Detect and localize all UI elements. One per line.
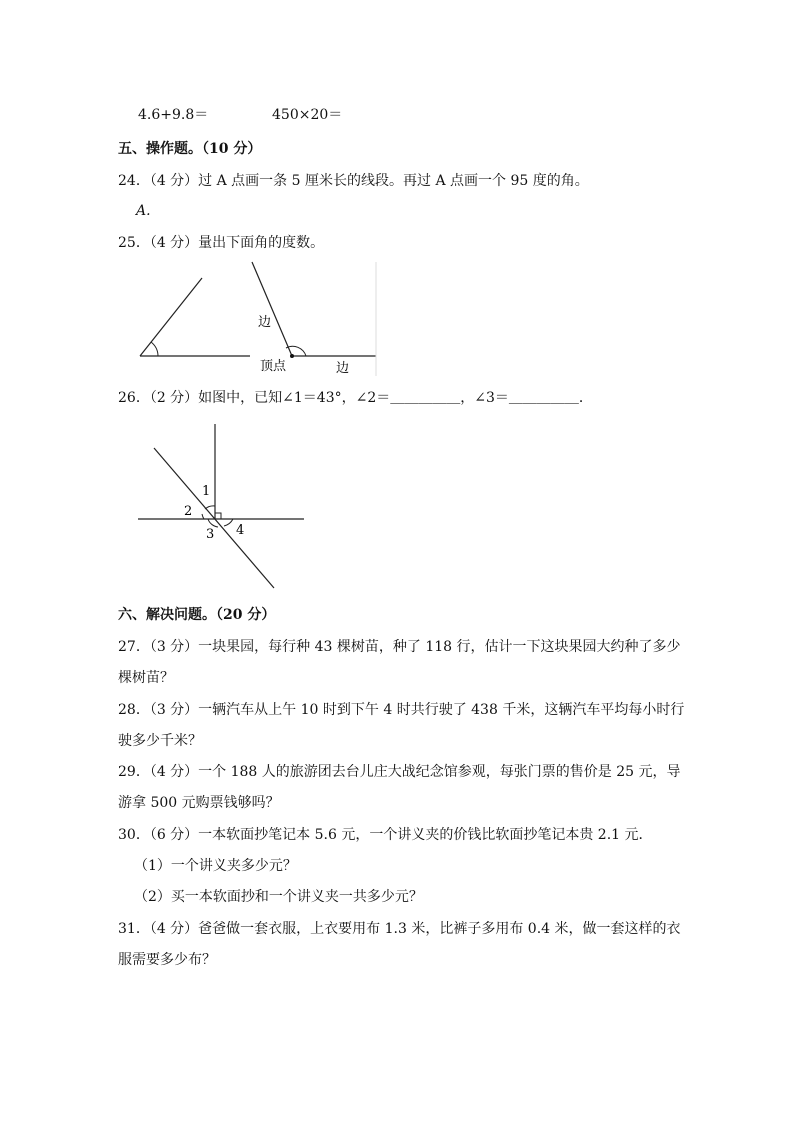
q30-sub2: （2）买一本软面抄和一个讲义夹一共多少元？ <box>134 889 423 905</box>
q26-lines-figure <box>138 422 304 590</box>
q26-angle1-label: 1 <box>202 484 211 499</box>
section6-heading: 六、解决问题。（20 分） <box>118 607 276 623</box>
q24-text: 24．（4 分）过 A 点画一条 5 厘米长的线段。再过 A 点画一个 95 度的角。 <box>118 173 589 189</box>
q28-line2: 驶多少千米？ <box>118 733 202 749</box>
q25-left-angle <box>140 278 250 356</box>
q30-line1: 30．（6 分）一本软面抄笔记本 5.6 元，一个讲义夹的价钱比软面抄笔记本贵 2.1 元． <box>118 827 653 843</box>
calc-expression-1: 4.6+9.8＝ <box>138 107 209 123</box>
q29-line2: 游拿 500 元购票钱够吗？ <box>118 795 280 811</box>
q24-point-a: A. <box>136 203 151 219</box>
q25-right-angle <box>252 262 376 376</box>
calc-expression-2: 450×20＝ <box>272 107 343 123</box>
q25-text: 25．（4 分）量出下面角的度数。 <box>118 235 325 251</box>
q26-text: 26．（2 分）如图中，已知∠1＝43°，∠2＝＿＿＿＿＿，∠3＝＿＿＿＿＿． <box>118 390 593 406</box>
q26-angle2-label: 2 <box>184 504 193 519</box>
q28-line1: 28．（3 分）一辆汽车从上午 10 时到下午 4 时共行驶了 438 千米，这辆汽车平均每小时行 <box>118 702 685 718</box>
q26-angle4-label: 4 <box>236 523 245 538</box>
q25-label-vertex: 顶点 <box>260 359 287 374</box>
section5-heading: 五、操作题。（10 分） <box>118 141 262 157</box>
q27-line2: 棵树苗？ <box>118 670 174 686</box>
q31-line1: 31．（4 分）爸爸做一套衣服，上衣要用布 1.3 米，比裤子多用布 0.4 米，做一套这样的衣 <box>118 921 681 937</box>
q25-angle-figure <box>136 258 380 378</box>
q30-sub1: （1）一个讲义夹多少元？ <box>134 858 297 874</box>
q29-line1: 29．（4 分）一个 188 人的旅游团去台儿庄大战纪念馆参观，每张门票的售价是 25 元，导 <box>118 764 681 780</box>
q26-angle3-label: 3 <box>206 527 215 542</box>
q25-label-side2: 边 <box>336 361 350 376</box>
q25-label-side1: 边 <box>258 315 272 330</box>
q27-line1: 27．（3 分）一块果园，每行种 43 棵树苗，种了 118 行，估计一下这块果园大约种了多少 <box>118 639 681 655</box>
q31-line2: 服需要多少布？ <box>118 952 216 968</box>
